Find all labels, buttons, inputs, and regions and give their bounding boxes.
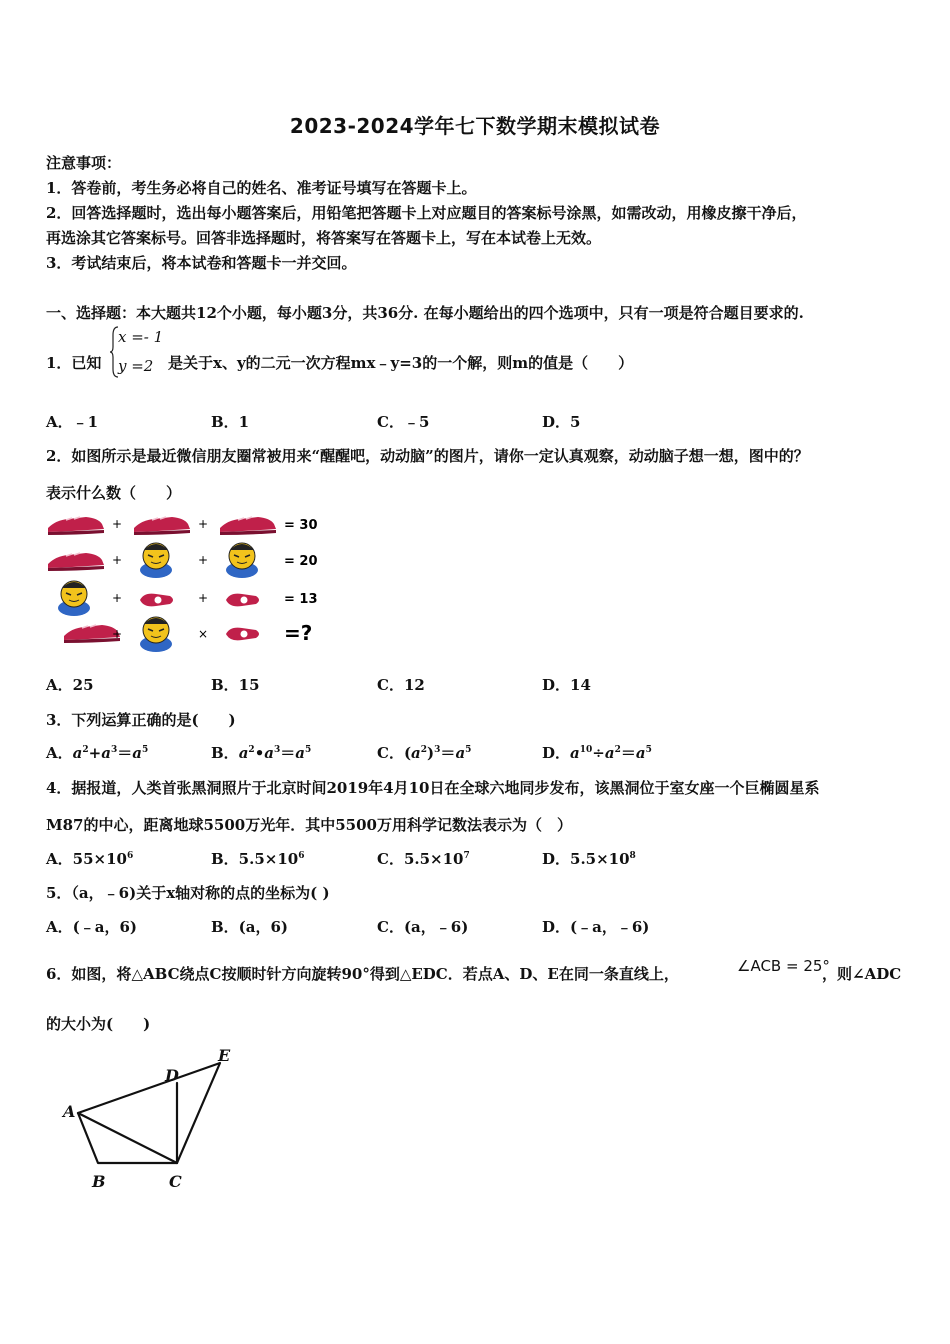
q2-option-c[interactable]: C．12: [377, 676, 425, 694]
q5-option-c[interactable]: C．(a，﹣6): [377, 918, 469, 936]
plus-sign: +: [198, 517, 209, 531]
q4-option-b[interactable]: B．$5.5\times 10^6$: [211, 850, 305, 868]
boy-icon: [58, 581, 90, 616]
q5-text: 5．（a，﹣6)关于x轴对称的点的坐标为( ): [46, 884, 330, 902]
q1-prefix: 1．已知: [46, 354, 102, 372]
q2-option-d[interactable]: D．14: [542, 676, 591, 694]
q3-option-a[interactable]: A．$a^2+a^3=a^5$: [46, 744, 149, 762]
q5-option-a[interactable]: A．(﹣a，6): [46, 918, 137, 936]
boy-icon: [226, 543, 258, 578]
shoe-icon: [134, 517, 190, 535]
q6-triangle-figure: [60, 1045, 250, 1195]
q4-option-d[interactable]: D．$5.5\times 10^8$: [542, 850, 636, 868]
q2-line-1: 2．如图所示是最近微信朋友圈常被用来“醒醒吧，动动脑”的图片，请你一定认真观察，动动脑子想一想，图中的？: [46, 447, 809, 465]
q1-option-a[interactable]: A．﹣1: [46, 413, 99, 431]
plus-sign: +: [112, 591, 123, 605]
notice-item-1: 1．答卷前，考生务必将自己的姓名、准考证号填写在答题卡上。: [46, 179, 477, 197]
q1-system-row-2: y =2: [118, 357, 154, 375]
q3-text: 3．下列运算正确的是( ): [46, 711, 236, 729]
notice-item-2-cont: 再选涂其它答案标号。回答非选择题时，将答案写在答题卡上，写在本试卷上无效。: [46, 229, 602, 247]
q4-option-c[interactable]: C．$5.5\times 10^7$: [377, 850, 470, 868]
q3-option-d[interactable]: D．$a^{10}\div a^2=a^5$: [542, 744, 652, 762]
boy-icon: [140, 617, 172, 652]
shoe-icon: [48, 553, 104, 571]
q4-option-a[interactable]: A．$55\times 10^6$: [46, 850, 134, 868]
section-heading: 一、选择题：本大题共12个小题，每小题3分，共36分. 在每小题给出的四个选项中，只有一项是符合题目要求的.: [46, 304, 804, 322]
point-label-c: C: [169, 1172, 182, 1191]
boy-icon: [140, 543, 172, 578]
whistle-icon: [226, 628, 259, 641]
shoe-icon: [220, 517, 276, 535]
q1-option-b[interactable]: B．1: [211, 413, 250, 431]
puzzle-result-4: =?: [284, 621, 313, 645]
plus-sign: +: [112, 517, 123, 531]
notice-item-2: 2．回答选择题时，选出每小题答案后，用铅笔把答题卡上对应题目的答案标号涂黑，如需改动，用橡皮擦干净后，: [46, 204, 807, 222]
q5-option-b[interactable]: B．(a，6): [211, 918, 289, 936]
whistle-icon: [226, 594, 259, 607]
shoe-icon: [48, 517, 104, 535]
q6-line-2: 的大小为( ): [46, 1015, 151, 1033]
puzzle-result-2: = 20: [284, 554, 318, 569]
q2-option-a[interactable]: A．25: [46, 676, 94, 694]
q6-line-1-tail: ，则∠ADC: [822, 965, 902, 983]
page-title: 2023-2024学年七下数学期末模拟试卷: [289, 114, 661, 138]
point-label-a: A: [63, 1102, 76, 1121]
q3-option-b[interactable]: B．$a^2•a^3=a^5$: [211, 744, 312, 762]
q1-equation-system: [110, 325, 166, 379]
q4-line-1: 4．据报道，人类首张黑洞照片于北京时间2019年4月10日在全球六地同步发布，该黑洞位于室女座一个巨椭圆星系: [46, 779, 820, 797]
q1-system-row-1: x =- 1: [118, 328, 164, 346]
point-label-e: E: [218, 1046, 231, 1065]
puzzle-result-1: = 30: [284, 518, 318, 533]
q2-line-2: 表示什么数（ ）: [46, 484, 182, 502]
notice-item-3: 3．考试结束后，将本试卷和答题卡一并交回。: [46, 254, 357, 272]
plus-sign: +: [112, 627, 123, 641]
q1-option-d[interactable]: D．5: [542, 413, 581, 431]
puzzle-result-3: = 13: [284, 592, 318, 607]
triangle-aec: [78, 1063, 220, 1163]
plus-sign: +: [198, 553, 209, 567]
q5-option-d[interactable]: D．(﹣a，﹣6): [542, 918, 650, 936]
point-label-d: D: [165, 1066, 179, 1085]
q2-puzzle-image: [46, 508, 346, 658]
times-sign: ×: [198, 627, 209, 641]
q3-option-c[interactable]: C．$(a^2)^3=a^5$: [377, 744, 472, 762]
plus-sign: +: [198, 591, 209, 605]
q1-text: 是关于x、y的二元一次方程mx﹣y=3的一个解，则m的值是（ ）: [168, 354, 634, 372]
plus-sign: +: [112, 553, 123, 567]
q4-line-2: M87的中心，距离地球5500万光年．其中5500万用科学记数法表示为（ ）: [46, 816, 572, 834]
q6-line-1: 6．如图，将△ABC绕点C按顺时针方向旋转90°得到△EDC．若点A、D、E在同一条直线上，: [46, 965, 679, 983]
point-label-b: B: [92, 1172, 106, 1191]
whistle-icon: [140, 594, 173, 607]
q1-option-c[interactable]: C．﹣5: [377, 413, 430, 431]
q6-angle-condition: ∠ACB = 25°: [737, 957, 830, 975]
notice-heading: 注意事项：: [46, 154, 122, 172]
q2-option-b[interactable]: B．15: [211, 676, 260, 694]
